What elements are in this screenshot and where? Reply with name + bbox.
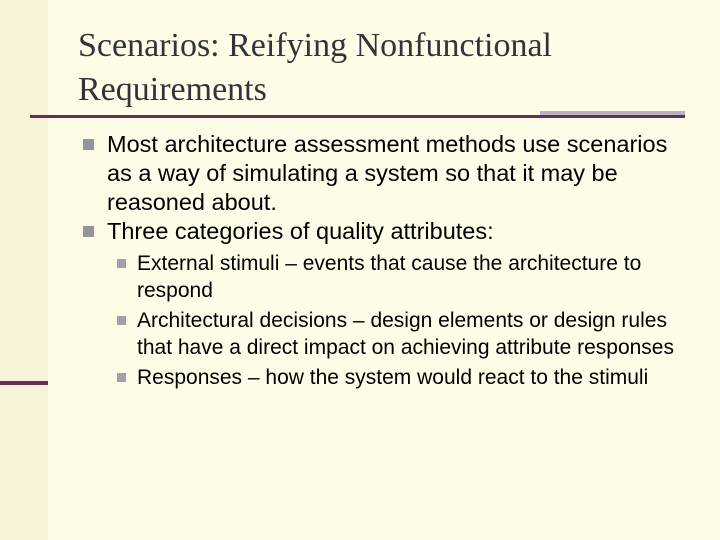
left-accent-bar: [0, 381, 48, 385]
sub-bullet-text: Responses – how the system would react to the stimuli: [137, 366, 649, 389]
slide-title: Scenarios: Reifying Nonfunctional Requirements: [78, 27, 553, 108]
bullet-item: [78, 217, 698, 246]
sub-bullet-item: [78, 307, 698, 361]
square-bullet-icon: [117, 316, 126, 325]
bullet-list: [78, 130, 698, 391]
sub-bullet-item: [78, 364, 698, 391]
bullet-text: Three categories of quality attributes:: [107, 218, 494, 244]
square-bullet-icon: [83, 226, 94, 237]
square-bullet-icon: [117, 259, 126, 268]
bullet-text: Most architecture assessment methods use scenarios as a way of simulating a system so that it may be reasoned about.: [107, 131, 668, 215]
sub-bullet-text: External stimuli – events that cause the architecture to respond: [137, 252, 642, 302]
bullet-item: [78, 130, 698, 217]
title-divider: [30, 115, 685, 118]
sub-bullet-text: Architectural decisions – design elements or design rules that have a direct impact on achieving attribute responses: [137, 309, 674, 359]
left-band: [0, 0, 48, 540]
sub-bullet-item: [78, 250, 698, 304]
square-bullet-icon: [117, 373, 126, 382]
square-bullet-icon: [83, 139, 94, 150]
